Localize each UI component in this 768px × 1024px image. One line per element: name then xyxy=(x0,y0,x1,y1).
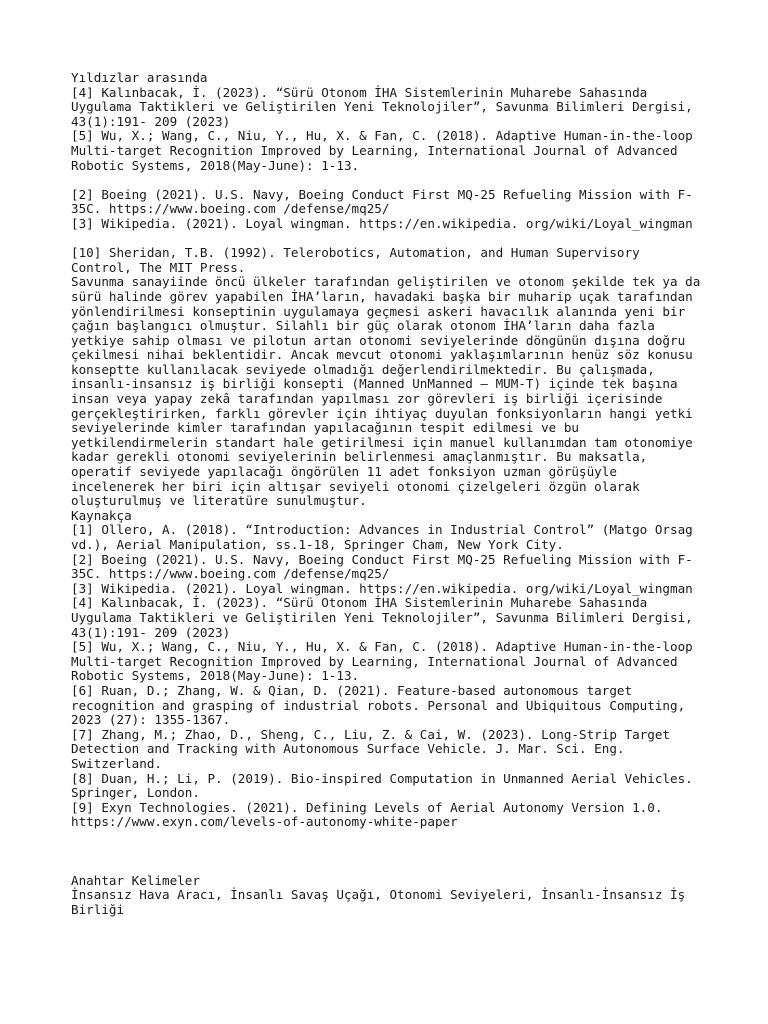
text-line: yetkilendirmelerin standart hale getirilmesi için manuel kullanımdan tam otonomiye xyxy=(71,434,693,450)
text-line: 43(1):191- 209 (2023) xyxy=(71,113,231,129)
text-line: Multi-target Recognition Improved by Learning, International Journal of Advanced xyxy=(71,142,678,158)
text-line: çekilmesi nihai beklentidir. Ancak mevcut otonomi yaklaşımlarının henüz söz konusu xyxy=(71,347,693,363)
text-line: [2] Boeing (2021). U.S. Navy, Boeing Conduct First MQ-25 Refueling Mission with F- xyxy=(71,186,693,202)
text-line: insan veya yapay zekâ tarafından yapılması zor görevleri iş birliği içerisinde xyxy=(71,391,663,407)
text-line: [1] Ollero, A. (2018). “Introduction: Advances in Industrial Control” (Matgo Orsag xyxy=(71,522,693,538)
text-line: Uygulama Taktikleri ve Geliştirilen Yeni Teknolojiler”, Savunma Bilimleri Dergisi, xyxy=(71,609,693,625)
text-line: Kaynakça xyxy=(71,507,132,523)
text-line: kadar gerekli otonomi seviyelerinin belirlenmesi amaçlanmıştır. Bu maksatla, xyxy=(71,449,648,465)
text-line: Uygulama Taktikleri ve Geliştirilen Yeni Teknolojiler”, Savunma Bilimleri Dergisi, xyxy=(71,99,693,115)
text-line: [8] Duan, H.; Li, P. (2019). Bio-inspired Computation in Unmanned Aerial Vehicles. xyxy=(71,770,693,786)
text-line: çağın başlangıcı olmuştur. Silahlı bir güç olarak otonom İHA’ların daha fazla xyxy=(71,318,655,334)
text-line: operatif seviyede yapılacağı öngörülen 11 adet fonksiyon uzman görüşüyle xyxy=(71,464,617,480)
text-line: Control, The MIT Press. xyxy=(71,259,246,275)
text-line: recognition and grasping of industrial robots. Personal and Ubiquitous Computing, xyxy=(71,697,686,713)
keywords-line: Birliği xyxy=(71,901,125,917)
text-line: [2] Boeing (2021). U.S. Navy, Boeing Conduct First MQ-25 Refueling Mission with F- xyxy=(71,551,693,567)
text-line: [7] Zhang, M.; Zhao, D., Sheng, C., Liu, Z. & Cai, W. (2023). Long-Strip Target xyxy=(71,726,670,742)
text-line: [3] Wikipedia. (2021). Loyal wingman. https://en.wikipedia. org/wiki/Loyal_wingman xyxy=(71,215,693,231)
reference-block-boeing-wikipedia xyxy=(71,188,711,232)
text-line: yönlendirilmesi konseptinin uygulamaya geçmesi askeri havacılık alanında yeni bir xyxy=(71,303,686,319)
text-line: [9] Exyn Technologies. (2021). Defining Levels of Aerial Autonomy Version 1.0. xyxy=(71,799,663,815)
text-line: Detection and Tracking with Autonomous Surface Vehicle. J. Mar. Sci. Eng. xyxy=(71,741,625,757)
text-line: 35C. https://www.boeing.com /defense/mq25/ xyxy=(71,566,390,582)
text-line: [10] Sheridan, T.B. (1992). Telerobotics, Automation, and Human Supervisory xyxy=(71,245,640,261)
text-line: 35C. https://www.boeing.com /defense/mq25/ xyxy=(71,201,390,217)
reference-block-top xyxy=(71,71,711,173)
blank-lines xyxy=(71,830,711,874)
text-line: incelenerek her biri için altışar seviyeli otonomi çizelgeleri özgün olarak xyxy=(71,478,640,494)
text-line: vd.), Aerial Manipulation, ss.1-18, Springer Cham, New York City. xyxy=(71,537,564,552)
text-line: Robotic Systems, 2018(May-June): 1-13. xyxy=(71,157,360,173)
abstract-and-references xyxy=(71,246,711,830)
text-line: 2023 (27): 1355-1367. xyxy=(71,712,231,728)
document-page xyxy=(71,71,711,917)
text-line: insanlı-insansız iş birliği konsepti (Manned UnManned – MUM-T) içinde tek başına xyxy=(71,376,678,392)
text-line: [5] Wu, X.; Wang, C., Niu, Y., Hu, X. & Fan, C. (2018). Adaptive Human-in-the-loop xyxy=(71,639,693,655)
keywords-line: Anahtar Kelimeler xyxy=(71,872,200,888)
text-line: 43(1):191- 209 (2023) xyxy=(71,624,231,640)
text-line: [3] Wikipedia. (2021). Loyal wingman. https://en.wikipedia. org/wiki/Loyal_wingman xyxy=(71,580,693,596)
text-line: Multi-target Recognition Improved by Learning, International Journal of Advanced xyxy=(71,653,678,669)
text-line: [6] Ruan, D.; Zhang, W. & Qian, D. (2021). Feature-based autonomous target xyxy=(71,682,633,698)
text-line: yetkiye sahip olması ve pilotun artan otonomi seviyelerinde döngünün dışına doğru xyxy=(71,332,686,348)
text-line: https://www.exyn.com/levels-of-autonomy-white-paper xyxy=(71,814,458,830)
text-line: seviyelerinde kimler tarafından yapılacağının tespit edilmesi ve bu xyxy=(71,420,579,436)
text-line: [5] Wu, X.; Wang, C., Niu, Y., Hu, X. & Fan, C. (2018). Adaptive Human-in-the-loop xyxy=(71,128,693,144)
text-line: Savunma sanayiinde öncü ülkeler tarafından geliştirilen ve otonom şekilde tek ya da xyxy=(71,274,701,290)
text-line: Robotic Systems, 2018(May-June): 1-13. xyxy=(71,668,360,684)
keywords-block xyxy=(71,874,711,918)
text-line: Springer, London. xyxy=(71,785,200,801)
text-line: Switzerland. xyxy=(71,755,162,771)
text-line: [4] Kalınbacak, İ. (2023). “Sürü Otonom İHA Sistemlerinin Muharebe Sahasında xyxy=(71,84,648,100)
text-line: Yıldızlar arasında xyxy=(71,70,208,85)
blank-line xyxy=(71,232,711,247)
text-line: gerçekleştirirken, farklı görevler için ihtiyaç duyulan fonksiyonların hangi yetki xyxy=(71,405,693,421)
blank-line xyxy=(71,173,711,188)
text-line: sürü halinde görev yapabilen İHA’ların, havadaki başka bir muharip uçak tarafından xyxy=(71,288,693,304)
text-line: [4] Kalınbacak, İ. (2023). “Sürü Otonom İHA Sistemlerinin Muharebe Sahasında xyxy=(71,595,648,611)
keywords-line: İnsansız Hava Aracı, İnsanlı Savaş Uçağı, Otonomi Seviyeleri, İnsanlı-İnsansız İş xyxy=(71,887,686,903)
text-line: konseptte kullanılacak seviyede olmadığı değerlendirilmektedir. Bu çalışmada, xyxy=(71,361,655,377)
text-line: oluşturulmuş ve literatüre sunulmuştur. xyxy=(71,493,367,509)
